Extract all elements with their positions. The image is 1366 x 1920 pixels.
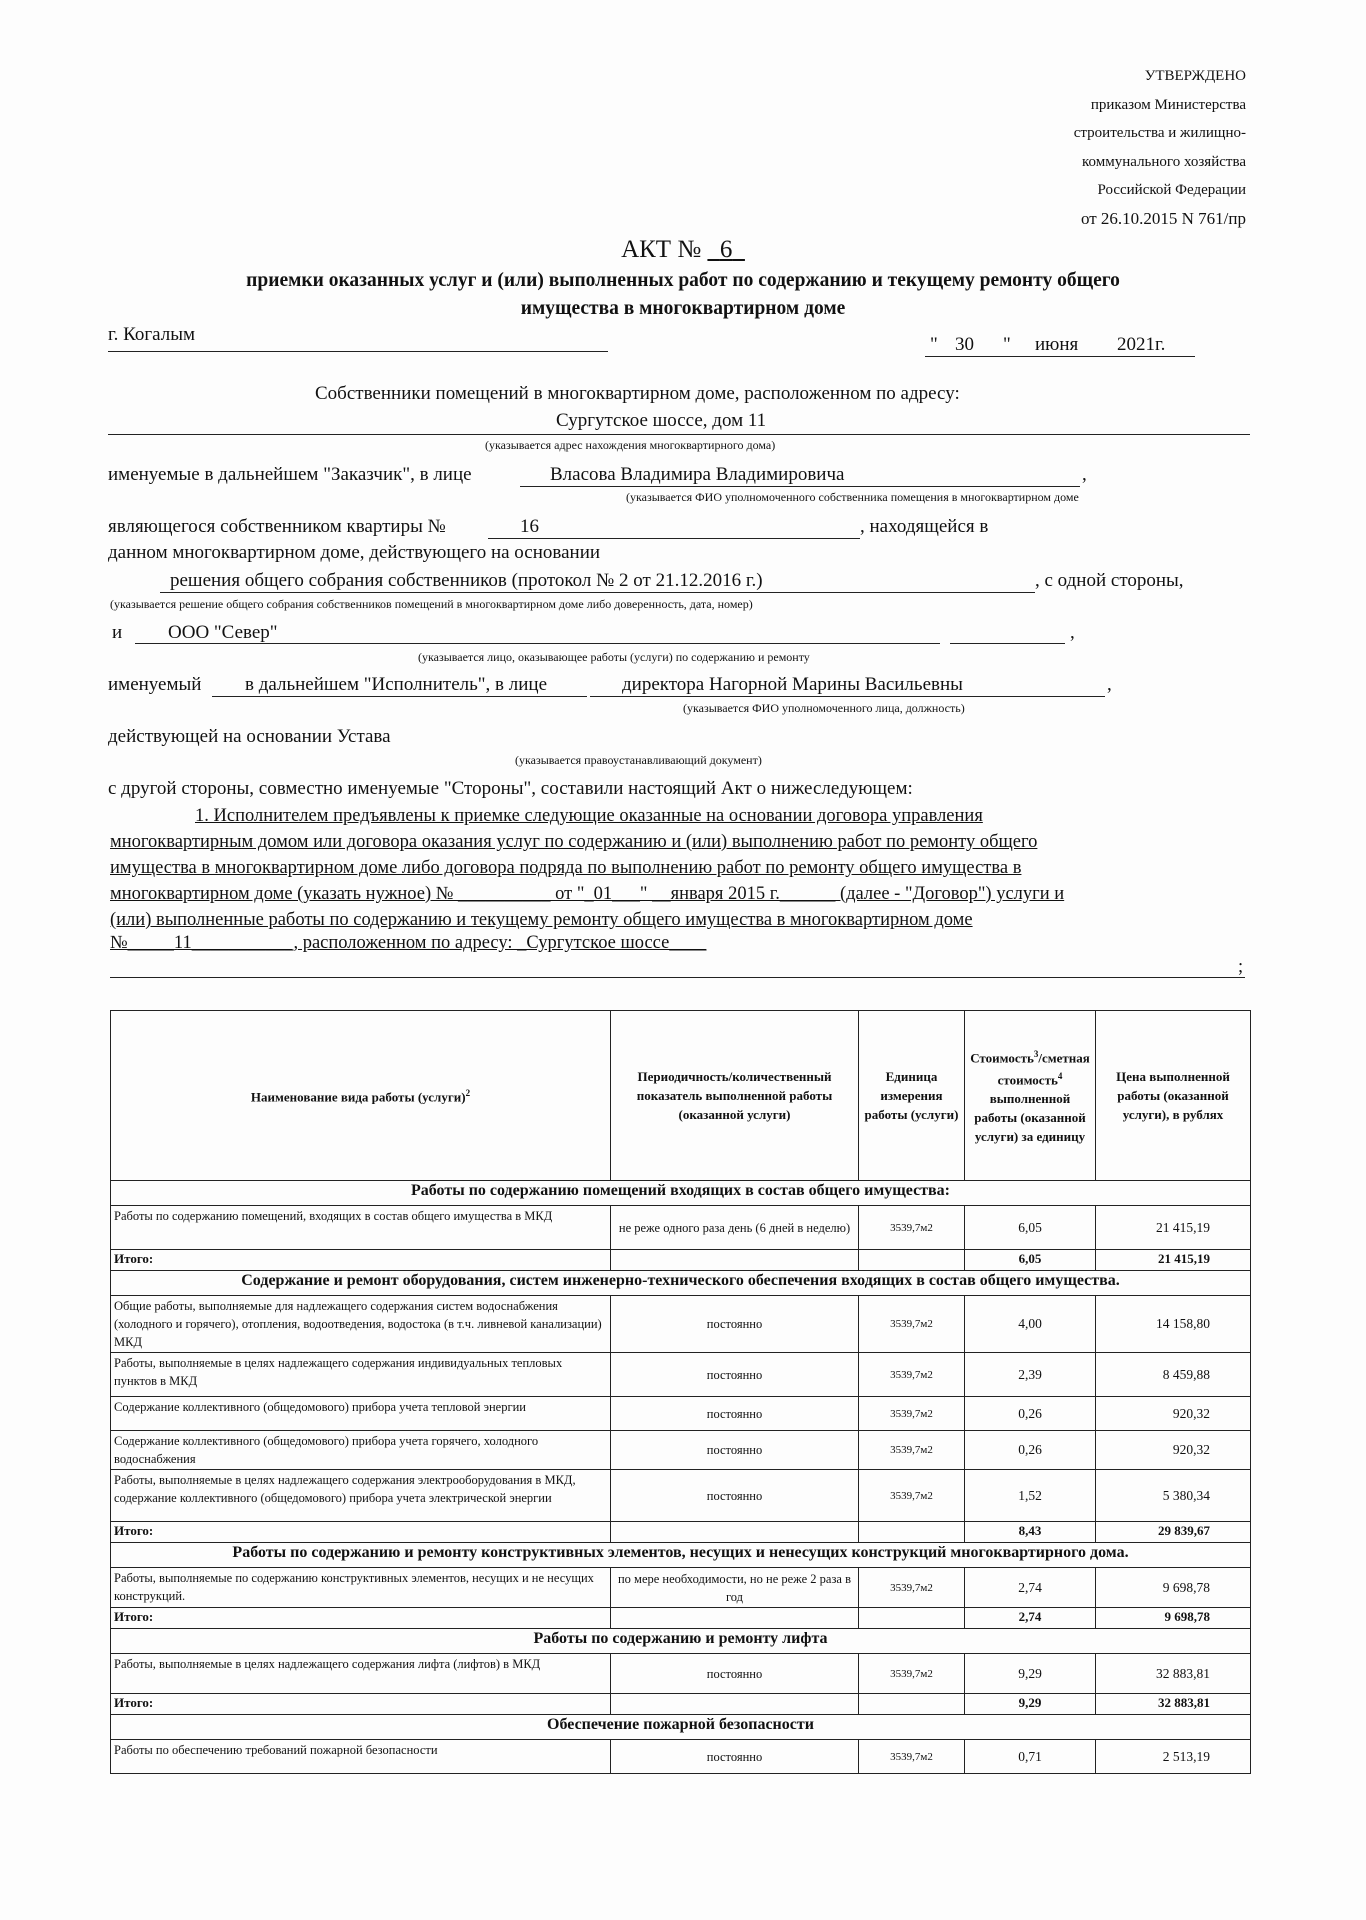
clause-underline [110,977,1245,978]
cell-unit: 3539,7м2 [859,1431,965,1470]
approval-line: коммунального хозяйства [1082,153,1246,170]
director-underline [590,696,1105,697]
date-quote-open: " [930,334,938,355]
works-table-body [111,1181,1251,1774]
total-empty [611,1694,859,1715]
cell-price: 32 883,81 [1096,1654,1251,1694]
cell-period: постоянно [611,1431,859,1470]
cell-price: 8 459,88 [1096,1353,1251,1397]
contractor-named: в дальнейшем "Исполнитель", в лице [245,674,547,695]
section-title: Работы по содержанию и ремонту лифта [111,1629,1251,1654]
cell-period: постоянно [611,1397,859,1431]
preamble: с другой стороны, совместно именуемые "Стороны", составили настоящий Акт о нижеследующем: [108,778,913,799]
cell-unit: 3539,7м2 [859,1654,965,1694]
customer-representative: Власова Владимира Владимировича [550,464,845,485]
cell-cost: 0,26 [965,1397,1096,1431]
cell-name: Работы, выполняемые в целях надлежащего содержания индивидуальных тепловых пунктов в МКД [111,1353,611,1397]
cell-period: не реже одного раза день (6 дней в неделю) [611,1206,859,1250]
owner-one-side: , с одной стороны, [1035,570,1184,591]
total-empty [611,1522,859,1543]
total-empty [859,1694,965,1715]
act-subtitle: имущества в многоквартирном доме [520,298,846,319]
table-row [111,1431,1251,1470]
header-unit: Единица измерения работы (услуги) [859,1011,965,1181]
section-title: Работы по содержанию и ремонту конструктивных элементов, несущих и ненесущих конструкций многоквартирного дома. [111,1543,1251,1568]
city: г. Когалым [108,324,196,345]
cell-unit: 3539,7м2 [859,1206,965,1250]
cell-name: Работы, выполняемые в целях надлежащего содержания электрооборудования в МКД, содержание коллективного (общедомового) прибора учета электрической энергии [111,1470,611,1522]
contractor-hint: (указывается лицо, оказывающее работы (услуги) по содержанию и ремонту [418,650,810,664]
total-label: Итого: [111,1608,611,1629]
cell-cost: 1,52 [965,1470,1096,1522]
address-hint: (указывается адрес нахождения многоквартирного дома) [485,438,776,452]
date-month: июня [1035,334,1079,355]
clause-line: (или) выполненные работы по содержанию и текущему ремонту общего имущества в многоквартирном доме [110,910,973,930]
works-table [110,1010,1251,1774]
act-title-prefix: АКТ № [621,236,702,263]
contractor-acting: действующей на основании Устава [108,726,391,747]
total-price: 9 698,78 [1096,1608,1251,1629]
cell-cost: 2,74 [965,1568,1096,1608]
total-empty [859,1608,965,1629]
clause-line: имущества в многоквартирном доме либо договора подряда по выполнению работ по ремонту общего имущества в [110,858,1022,878]
section-title-row [111,1181,1251,1206]
section-title: Содержание и ремонт оборудования, систем инженерно-технического обеспечения входящих в состав общего имущества. [111,1271,1251,1296]
section-title: Обеспечение пожарной безопасности [111,1715,1251,1740]
cell-period: постоянно [611,1654,859,1694]
cell-price: 9 698,78 [1096,1568,1251,1608]
cell-price: 14 158,80 [1096,1296,1251,1353]
total-row [111,1522,1251,1543]
approval-line: Российской Федерации [1097,182,1246,198]
cell-unit: 3539,7м2 [859,1296,965,1353]
total-cost: 9,29 [965,1694,1096,1715]
total-price: 21 415,19 [1096,1250,1251,1271]
table-row [111,1568,1251,1608]
table-row [111,1296,1251,1353]
cell-period: постоянно [611,1470,859,1522]
cell-name: Содержание коллективного (общедомового) прибора учета горячего, холодного водоснабжения [111,1431,611,1470]
basis-hint: (указывается решение общего собрания собственников помещений в многоквартирном доме либо доверенность, дата, номер) [110,597,753,611]
cell-price: 920,32 [1096,1397,1251,1431]
cell-period: постоянно [611,1296,859,1353]
flat-underline [488,538,860,539]
cell-name: Работы, выполняемые по содержанию конструктивных элементов, несущих и не несущих конструкций. [111,1568,611,1608]
cell-cost: 0,71 [965,1740,1096,1774]
date-quote-close: " [1003,334,1011,355]
act-number: 6 [719,236,733,263]
approval-line: от 26.10.2015 N 761/пр [1080,208,1246,228]
date-day: 30 [955,334,974,355]
contractor-named-prefix: именуемый [108,674,202,695]
table-row [111,1206,1251,1250]
cell-name: Работы, выполняемые в целях надлежащего содержания лифта (лифтов) в МКД [111,1654,611,1694]
header-price: Цена выполненной работы (оказанной услуги), в рублях [1096,1011,1251,1181]
owner-house-line: данном многоквартирном доме, действующего на основании [108,542,601,563]
header-cost: Стоимость$^3$/сметная стоимость$^4$ выполненной работы (оказанной услуги) за единицу [965,1011,1096,1181]
approval-line: строительства и жилищно- [1073,125,1246,141]
table-header-row [111,1011,1251,1181]
owners-address: Сургутское шоссе, дом 11 [556,410,767,431]
cell-period: по мере необходимости, но не реже 2 раза в год [611,1568,859,1608]
named-underline [212,696,587,697]
approval-block [1074,62,1246,233]
customer-named: именуемые в дальнейшем "Заказчик", в лице [108,464,472,485]
total-price: 29 839,67 [1096,1522,1251,1543]
section-title: Работы по содержанию помещений входящих в состав общего имущества: [111,1181,1251,1206]
owner-basis: решения общего собрания собственников (протокол № 2 от 21.12.2016 г.) [170,570,763,591]
table-row [111,1353,1251,1397]
contractor-and: и [112,622,123,643]
owners-text: Собственники помещений в многоквартирном доме, расположенном по адресу: [315,383,960,404]
cell-name: Работы по обеспечению требований пожарной безопасности [111,1740,611,1774]
clause-line: многоквартирном доме (указать нужное) № __________ от "_01___" __января 2015 г.______ (далее - "Договор") услуги и [110,884,1065,904]
total-label: Итого: [111,1522,611,1543]
table-row [111,1397,1251,1431]
total-empty [611,1250,859,1271]
acting-hint: (указывается правоустанавливающий документ) [515,753,762,767]
cell-name: Работы по содержанию помещений, входящих в состав общего имущества в МКД [111,1206,611,1250]
contractor-director: директора Нагорной Марины Васильевны [622,674,963,695]
section-title-row [111,1271,1251,1296]
total-price: 32 883,81 [1096,1694,1251,1715]
section-title-row [111,1543,1251,1568]
cell-unit: 3539,7м2 [859,1568,965,1608]
table-row [111,1654,1251,1694]
city-underline [108,351,608,352]
rep-comma: , [1082,464,1087,485]
contractor-name: ООО "Север" [168,622,278,643]
rep-underline [520,486,1080,487]
date-underline [925,356,1195,357]
cell-period: постоянно [611,1353,859,1397]
owner-flat-number: 16 [520,516,539,537]
cell-cost: 9,29 [965,1654,1096,1694]
clause-line: №_____11___________, расположенном по адресу: _Сургутское шоссе____ [110,933,707,953]
total-cost: 6,05 [965,1250,1096,1271]
cell-cost: 0,26 [965,1431,1096,1470]
clause-end: ; [1238,957,1244,977]
cell-price: 21 415,19 [1096,1206,1251,1250]
cell-name: Содержание коллективного (общедомового) прибора учета тепловой энергии [111,1397,611,1431]
total-row [111,1608,1251,1629]
table-row [111,1740,1251,1774]
header-name: Наименование вида работы (услуги)$^2$ [111,1011,611,1181]
cell-price: 5 380,34 [1096,1470,1251,1522]
cell-price: 2 513,19 [1096,1740,1251,1774]
contractor-underline [135,643,940,644]
cell-price: 920,32 [1096,1431,1251,1470]
basis-underline [160,592,1035,593]
total-empty [859,1522,965,1543]
total-row [111,1694,1251,1715]
director-hint: (указывается ФИО уполномоченного лица, должность) [683,701,965,715]
table-row [111,1470,1251,1522]
address-underline [108,434,1250,435]
cell-name: Общие работы, выполняемые для надлежащего содержания систем водоснабжения (холодного и горячего), отопления, водоотведения, водостока (в т.ч. ливневой канализации) МКД [111,1296,611,1353]
total-empty [611,1608,859,1629]
clause-line: многоквартирным домом или договора оказания услуг по содержанию и (или) выполнению работ по ремонту общего [110,832,1038,852]
cell-unit: 3539,7м2 [859,1470,965,1522]
date-year: 2021г. [1117,334,1166,355]
cell-cost: 4,00 [965,1296,1096,1353]
rep-hint: (указывается ФИО уполномоченного собственника помещения в многоквартирном доме [626,490,1079,504]
approval-line: приказом Министерства [1090,96,1246,113]
cell-unit: 3539,7м2 [859,1353,965,1397]
cell-period: постоянно [611,1740,859,1774]
section-title-row [111,1715,1251,1740]
clause-line: 1. Исполнителем предъявлены к приемке следующие оказанные на основании договора управления [195,806,983,826]
contractor-comma: , [1070,622,1075,643]
contractor-underline-2 [950,643,1065,644]
act-title [0,236,1366,264]
director-comma: , [1107,674,1112,695]
total-label: Итого: [111,1250,611,1271]
act-subtitle: приемки оказанных услуг и (или) выполненных работ по содержанию и текущему ремонту общего [246,270,1120,291]
owner-flat-prefix: являющегося собственником квартиры № [108,516,446,537]
approval-line: УТВЕРЖДЕНО [1144,68,1246,84]
total-label: Итого: [111,1694,611,1715]
total-empty [859,1250,965,1271]
cell-unit: 3539,7м2 [859,1397,965,1431]
cell-cost: 6,05 [965,1206,1096,1250]
total-row [111,1250,1251,1271]
owner-flat-located: , находящейся в [860,516,989,537]
header-period: Периодичность/количественный показатель выполненной работы (оказанной услуги) [611,1011,859,1181]
total-cost: 8,43 [965,1522,1096,1543]
cell-cost: 2,39 [965,1353,1096,1397]
section-title-row [111,1629,1251,1654]
total-cost: 2,74 [965,1608,1096,1629]
cell-unit: 3539,7м2 [859,1740,965,1774]
